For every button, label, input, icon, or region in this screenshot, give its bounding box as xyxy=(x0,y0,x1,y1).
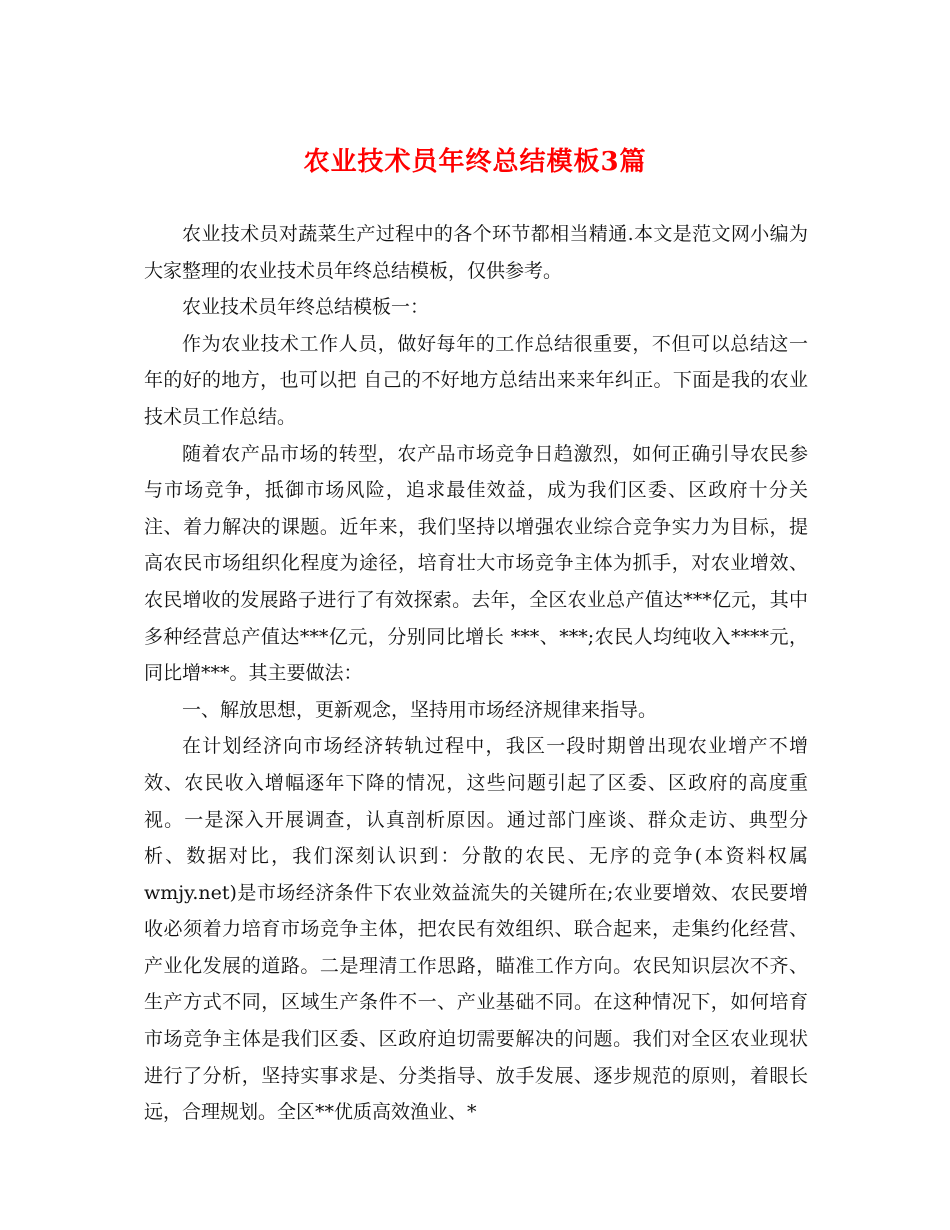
document-title: 农业技术员年终总结模板3篇 xyxy=(303,147,647,177)
paragraph-intro: 农业技术员对蔬菜生产过程中的各个环节都相当精通.本文是范文网小编为大家整理的农业技术员年终总结模板，仅供参考。 xyxy=(144,223,808,282)
document-body xyxy=(144,216,808,1131)
paragraph-section-heading: 农业技术员年终总结模板一： xyxy=(182,296,430,319)
paragraph-summary: 作为农业技术工作人员，做好每年的工作总结很重要，不但可以总结这一年的好的地方，也可以把 自己的不好地方总结出来来年纠正。下面是我的农业技术员工作总结。 xyxy=(144,332,808,428)
paragraph-point-one: 一、解放思想，更新观念，坚持用市场经济规律来指导。 xyxy=(182,698,658,721)
paragraph-transition: 在计划经济向市场经济转轨过程中，我区一段时期曾出现农业增产不增效、农民收入增幅逐年下降的情况，这些问题引起了区委、区政府的高度重视。一是深入开展调查，认真剖析原因。通过部门座谈、群众走访、典型分析、数据对比，我们深刻认识到：分散的农民、无序的竞争(本资料权属wmjy.net)是市场经济条件下农业效益流失的关键所在;农业要增效、农民要增收必须着力培育市场竞争主体，把农民有效组织、联合起来，走集约化经营、产业化发展的道路。二是理清工作思路，瞄准工作方向。农民知识层次不齐、生产方式不同，区域生产条件不一、产业基础不同。在这种情况下，如何培育市场竞争主体是我们区委、区政府迫切需要解决的问题。我们对全区农业现状进行了分析，坚持实事求是、分类指导、放手发展、逐步规范的原则，着眼长远，合理规划。全区**优质高效渔业、* xyxy=(144,735,808,1124)
paragraph-market: 随着农产品市场的转型，农产品市场竞争日趋激烈，如何正确引导农民参与市场竞争，抵御市场风险，追求最佳效益，成为我们区委、区政府十分关注、着力解决的课题。近年来，我们坚持以增强农业综合竞争实力为目标，提高农民市场组织化程度为途径，培育壮大市场竞争主体为抓手，对农业增效、农民增收的发展路子进行了有效探索。去年，全区农业总产值达***亿元，其中多种经营总产值达***亿元，分别同比增长 ***、***;农民人均纯收入****元，同比增***。其主要做法： xyxy=(144,442,808,685)
